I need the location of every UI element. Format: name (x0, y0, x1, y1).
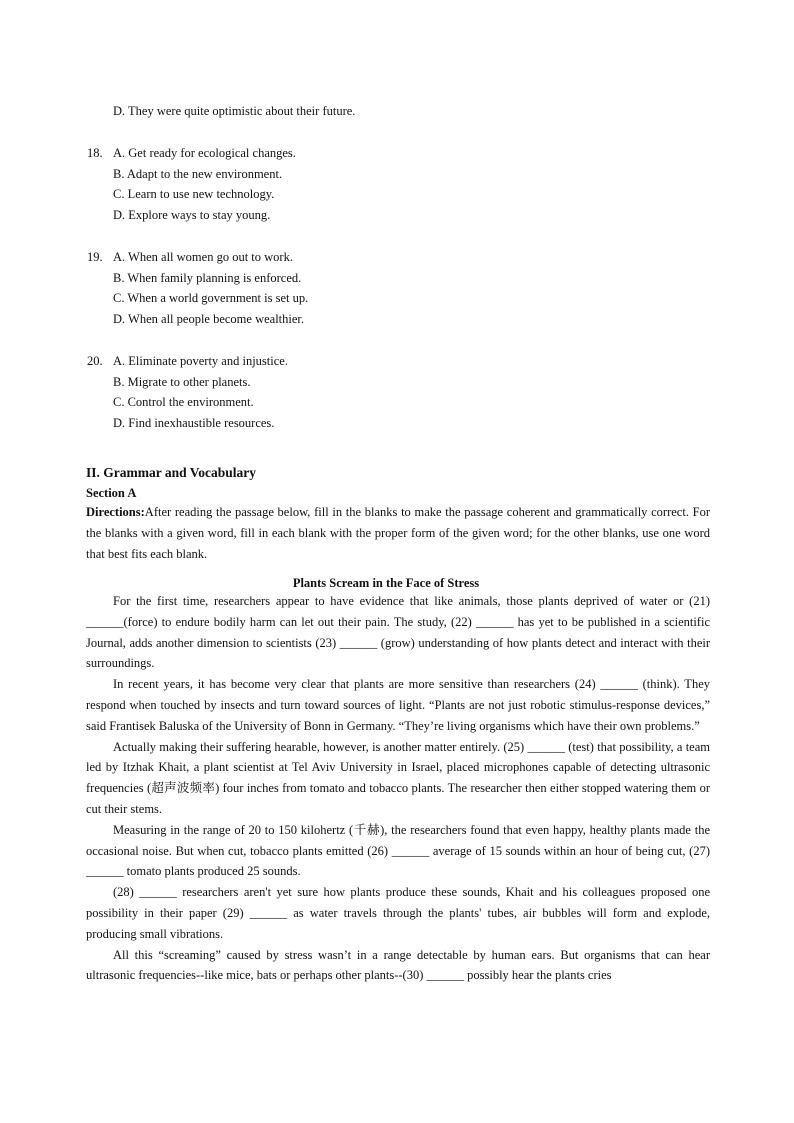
q20-number: 20. (87, 354, 103, 368)
q20-option-a: A. Eliminate poverty and injustice. (113, 354, 288, 368)
q19-option-a: A. When all women go out to work. (113, 250, 293, 264)
q17-option-d: D. They were quite optimistic about their future. (113, 104, 356, 118)
directions-label: Directions: (86, 505, 145, 519)
q19-option-b: B. When family planning is enforced. (113, 271, 302, 285)
q20-option-c: C. Control the environment. (113, 395, 254, 409)
passage-body (86, 591, 710, 986)
q20-option-d: D. Find inexhaustible resources. (113, 416, 275, 430)
section-subheading: Section A (86, 486, 137, 500)
directions-text: After reading the passage below, fill in the blanks to make the passage coherent and grammatically correct. For the blanks with a given word, fill in each blank with the proper form of the given word; for the other blanks, use one word that best fits each blank. (86, 505, 710, 561)
q20-option-b: B. Migrate to other planets. (113, 375, 251, 389)
passage-paragraph-4: Measuring in the range of 20 to 150 kilohertz (千赫), the researchers found that even happy, healthy plants made the occasional noise. But when cut, tobacco plants emitted (26) ______ average of 15 sounds within an hour of being cut, (27) ______ tomato plants produced 25 sounds. (86, 822, 710, 879)
passage-paragraph-5: (28) ______ researchers aren't yet sure how plants produce these sounds, Khait and his colleagues proposed one possibility in their paper (29) ______ as water travels through the plants' tubes, air bubbles will form and explode, producing small vibrations. (86, 885, 710, 941)
q18-option-b: B. Adapt to the new environment. (113, 167, 283, 181)
q19-number: 19. (87, 250, 103, 264)
q18-number: 18. (87, 146, 103, 160)
q19-option-c: C. When a world government is set up. (113, 291, 309, 305)
section-heading: II. Grammar and Vocabulary (86, 465, 257, 480)
q18-option-c: C. Learn to use new technology. (113, 187, 275, 201)
passage-paragraph-2: In recent years, it has become very clear that plants are more sensitive than researchers (24) ______ (think). They respond when touched by insects and turn toward sources of light. “Plants are not just robotic stimulus-response devices,” said Frantisek Baluska of the University of Bonn in Germany. “They’re living organisms which have their own problems.” (86, 677, 710, 733)
passage-paragraph-6: All this “screaming” caused by stress wasn’t in a range detectable by human ears. But organisms that can hear ultrasonic frequencies--like mice, bats or perhaps other plants--(30) ______ possibly hear the plants cries (86, 947, 710, 983)
passage-title: Plants Scream in the Face of Stress (292, 576, 480, 590)
passage-paragraph-3: Actually making their suffering hearable, however, is another matter entirely. (25) ______ (test) that possibility, a team led by Itzhak Khait, a plant scientist at Tel Aviv University in Israel, placed microphones capable of detecting ultrasonic frequencies (超声波频率) four inches from tomato and tobacco plants. The researcher then either stopped watering them or cut their stems. (86, 739, 710, 816)
directions (86, 502, 710, 564)
q18-option-d: D. Explore ways to stay young. (113, 208, 271, 222)
q19-option-d: D. When all people become wealthier. (113, 312, 305, 326)
passage-paragraph-1: For the first time, researchers appear to have evidence that like animals, those plants deprived of water or (21) ______(force) to endure bodily harm can let out their pain. The study, (22) ______ has yet to be published in a scientific Journal, adds another dimension to scientists (23) ______ (grow) understanding of how plants detect and interact with their surroundings. (86, 594, 710, 671)
q18-option-a: A. Get ready for ecological changes. (113, 146, 296, 160)
